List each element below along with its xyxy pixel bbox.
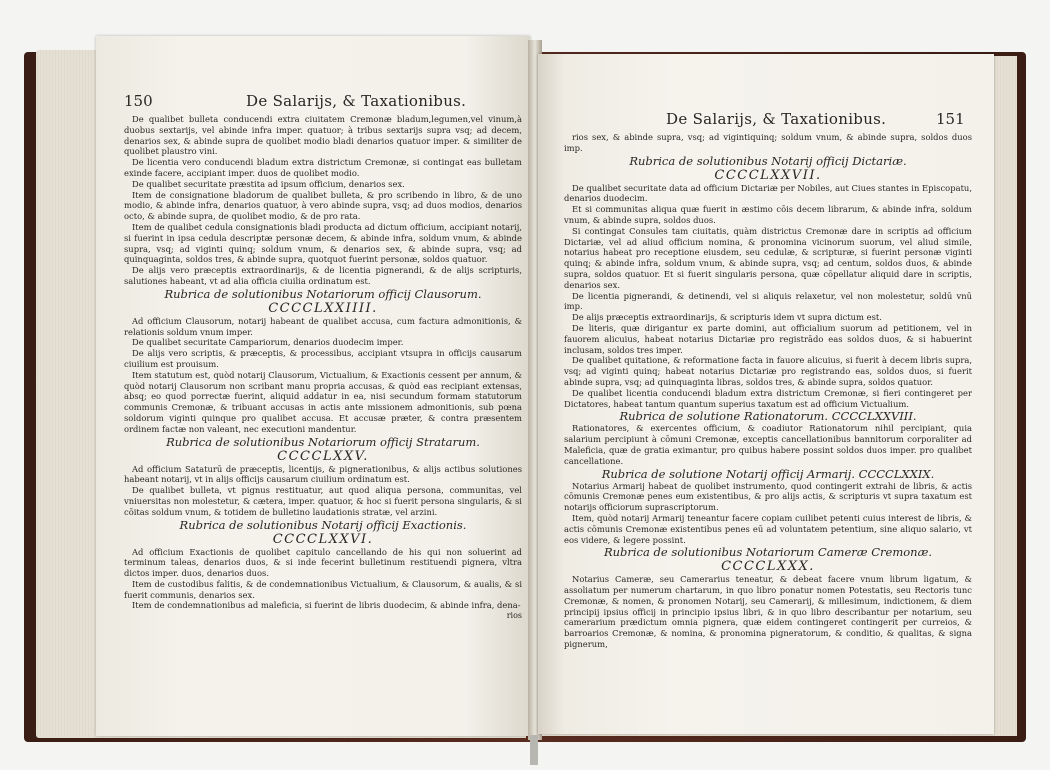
rubric-heading: Rubrica de solutione Rationatorum. CCCCLXXVIII. xyxy=(619,409,917,424)
paragraph: De licentia pignerandi, & detinendi, vel si aliquis relaxetur, vel non molestetur, soldū vnū imp. xyxy=(564,290,972,312)
paragraph: Item, quòd notarij Armarij teneantur facere copiam cuilibet petenti cuius interest de libris, & actis cōmunis Cremonæ existentibus penes eū ad voluntatem petentium, sine aliquo salario, vt eos videre, & legere possint. xyxy=(564,512,972,545)
section xyxy=(564,545,972,650)
paragraph: De alijs vero præceptis extraordinarijs, & de licentia pignerandi, & de alijs scripturis, salutiones habeant, vt ad alia officia ciuilia ordinatum est. xyxy=(124,265,522,286)
running-head: De Salarijs, & Taxationibus. xyxy=(246,92,467,110)
paragraph: Item de condemnationibus ad maleficia, si fuerint de libris duodecim, & abinde infra, dena- xyxy=(132,600,521,611)
paragraph: De qualibet bulleta conducendi extra ciuitatem Cremonæ bladum,legumen,vel vinum,à duobus sextarijs, vel abinde infra imper. quatuor; à tribus sextarijs supra vsq; ad decem, denarios sex, & abinde supra de quolibet modio bladi denarios quatuor imper. & similiter de quolibet plaustro vini. xyxy=(124,114,522,157)
rubric-heading: Rubrica de solutione Notarij officij Armarij. CCCCLXXIX. xyxy=(601,466,935,481)
left-page xyxy=(96,36,530,736)
paragraph: Ad officium Sataturū de præceptis, licentijs, & pignerationibus, & alijs actibus solutiones habeant notarij, vt in alijs officijs causarum ciuilium ordinatum est. xyxy=(124,463,522,485)
bookmark-ribbon xyxy=(530,735,538,765)
paragraph: De licentia vero conducendi bladum extra districtum Cremonæ, si contingat eas bulletam exinde facere, accipiant imper. duos de quolibet modio. xyxy=(124,157,522,178)
rubric-heading: Rubrica de solutionibus Notariorum Cameræ Cremonæ. xyxy=(603,545,933,560)
catchword: rios xyxy=(506,611,522,621)
paragraph: Item de consignatione bladorum de qualibet bulleta, & pro scribendo in libro, & de uno modio, & abinde infra, denarios quatuor, à vero abinde supra, vsq; ad duos modios, denarios octo, & abinde supra, de quolibet modio, & de pro rata. xyxy=(124,189,522,222)
paragraph: De alijs præceptis extraordinarijs, & scripturis idem vt supra dictum est. xyxy=(572,312,882,323)
paragraph: rios sex, & abinde supra, vsq; ad vigintiquinq; soldum vnum, & abinde supra, soldos duos imp. xyxy=(564,132,972,153)
paragraph: Si contingat Consules tam ciuitatis, quàm districtus Cremonæ dare in scriptis ad officium Dictariæ, vel ad aliud officium nomina, & pronomina vicinorum suorum, vel aliud simile, notarius habeat pro receptione eiusdem, seu cedulæ, & scripturæ, si fuerint personæ viginti quinq; & abinde infra, soldum vnum, & abinde supra, vsq; ad centum, soldos duos, & abinde supra, soldos quatuor. Et si fuerit singularis persona, quæ cōpellatur aliquid dare in scriptis, denarios sex. xyxy=(564,225,972,290)
right-text-block xyxy=(564,132,972,650)
section xyxy=(564,154,972,410)
paragraph: Et si communitas aliqua quæ fuerit in æstimo cōis decem librarum, & abinde infra, soldum vnum, & abinde supra, soldos duos. xyxy=(564,204,972,225)
page-number: 150 xyxy=(124,92,153,110)
paragraph: De literis, quæ dirigantur ex parte domini, aut officialium suorum ad petitionem, vel in fauorem alicuius, habeat notarius Dictariæ pro registrādo eas soldos duos, & si habuerint inclusam, soldos tres imper. xyxy=(564,322,972,355)
rubric-heading: Rubrica de solutionibus Notarij officij Dictariæ. xyxy=(629,153,907,168)
paragraph: De qualibet licentia conducendi bladum extra districtum Cremonæ, si fieri contingeret per Dictatores, habeat tantum quantum superius taxatum est ad officium Victualium. xyxy=(564,387,972,409)
top-text xyxy=(124,114,522,287)
section-numeral: CCCCLXXVII. xyxy=(714,167,822,183)
left-text-block xyxy=(124,114,522,622)
rubric-heading: Rubrica de solutionibus Notariorum officij Clausorum. xyxy=(164,286,482,301)
paragraph: De qualibet securitate Campariorum, denarios duodecim imper. xyxy=(132,337,404,348)
section xyxy=(564,409,972,466)
paragraph: Item statutum est, quòd notarij Clausorum, Victualium, & Exactionis cessent per annum, & quòd notarij Clausorum non scribant manu propria accusas, & quòd eas recipiant extensas, absq; eo quod porrectæ fuerint, aliquid addatur in ea, nisi secundum formam statutorum communis Cremonæ, & tribuant accusas in actis ante missionem admonitionis, sub pœna soldorum viginti quinque pro qualibet accusa. Et accusæ præter, & contra præsentem ordinem factæ non valeant, nec executioni mandentur. xyxy=(124,369,522,434)
section xyxy=(564,467,972,546)
section xyxy=(124,518,522,612)
paragraph: Rationatores, & exercentes officium, & coadiutor Rationatorum nihil percipiant, quia salarium percipiunt à cōmuni Cremonæ, exceptis cancellationibus bannitorum corporaliter ad Maleficia, quæ de gratia eximantur, pro quibus habere possint soldos duos imper. pro qualibet cancellatione. xyxy=(564,423,972,466)
page-number: 151 xyxy=(936,110,965,128)
section-numeral: CCCCLXXV. xyxy=(277,448,369,464)
rubric-heading: Rubrica de solutionibus Notarij officij Exactionis. xyxy=(179,517,467,532)
paragraph: Notarius Armarij habeat de quolibet instrumento, quod contingerit extrahi de libris, & actis cōmunis Cremonæ penes eum existentibus, & pro alijs actis, & scripturis vt supra taxatum est notarijs officiorum suprascriptorum. xyxy=(564,480,972,513)
paragraph: De alijs vero scriptis, & præceptis, & processibus, accipiant vtsupra in officijs causarum ciuilium est prouisum. xyxy=(124,348,522,369)
section xyxy=(124,287,522,435)
paragraph: De qualibet securitate præstita ad ipsum officium, denarios sex. xyxy=(132,178,405,189)
running-head: De Salarijs, & Taxationibus. xyxy=(666,110,887,128)
right-page xyxy=(538,54,994,734)
paragraph: De qualibet quitatione, & reformatione facta in fauore alicuius, si fuerit à decem libris supra, vsq; ad viginti quinq; habeat notarius Dictariæ pro registrando eas, soldos duos, si fuerit abinde supra, vsq; ad quinquaginta libras, soldos tres, & abinde supra, soldos quatuor. xyxy=(564,355,972,387)
paragraph: De qualibet securitate data ad officium Dictariæ per Nobiles, aut Ciues stantes in Episcopatu, denarios duodecim. xyxy=(564,182,972,204)
paragraph: Item de qualibet cedula consignationis bladi producta ad dictum officium, accipiant notarij, si fuerint in ipsa cedula descriptæ personæ decem, & abinde infra, soldum vnum, & abinde supra, vsq; ad viginti quinq; soldum vnum, & denarios sex, & abinde supra, vsq; ad quinquaginta, soldos tres, & abinde supra, quotquot fuerint personæ, soldos quatuor. xyxy=(124,221,522,265)
paragraph: Item de custodibus falitis, & de condemnationibus Victualium, & Clausorum, & aualis, & si fuerit communis, denarios sex. xyxy=(124,578,522,600)
section-numeral: CCCCLXXX. xyxy=(721,559,815,575)
rubric-heading: Rubrica de solutionibus Notariorum officij Stratarum. xyxy=(166,434,480,449)
paragraph: Notarius Cameræ, seu Camerarius teneatur, & debeat facere vnum librum ligatum, & assoliatum per numerum chartarum, in quo libro ponatur nomen Potestatis, seu Rectoris tunc Cremonæ, & nomen, & pronomen Notarij, seu Camerarij, & millesimum, indictionem, & diem principij ipsius officij in principio ipsius libri, & in quo libro describantur per notarium, seu camerarium prædictum omnia pignera, quæ eidem contingeret contingerit per curreios, & barroarios Cremonæ, & nomina, & pronomina pigneratorum, & conditio, & qualitas, & signa pignerum, xyxy=(564,574,972,650)
section xyxy=(124,435,522,518)
paragraph: De qualibet bulleta, vt pignus restituatur, aut quod aliqua persona, communitas, vel vniuersitas non molestetur, & cætera, imper. quatuor, & hoc si fuerit persona singularis, & si cōitas soldum vnum, & totidem de bulletino laudationis stratæ, vel arzini. xyxy=(124,485,522,517)
paragraph: Ad officium Exactionis de quolibet capitulo cancellando de his qui non soluerint ad terminum taleas, denarios duos, & si inde fecerint bulletinum restituendi pignera, vltra dictos imper. duos, denarios duos. xyxy=(124,546,522,579)
section-numeral: CCCCLXXVI. xyxy=(272,531,374,547)
paragraph: Ad officium Clausorum, notarij habeant de qualibet accusa, cum factura admonitionis, & relationis soldum vnum imper. xyxy=(124,315,522,337)
section-numeral: CCCCLXXIIII. xyxy=(268,300,378,316)
